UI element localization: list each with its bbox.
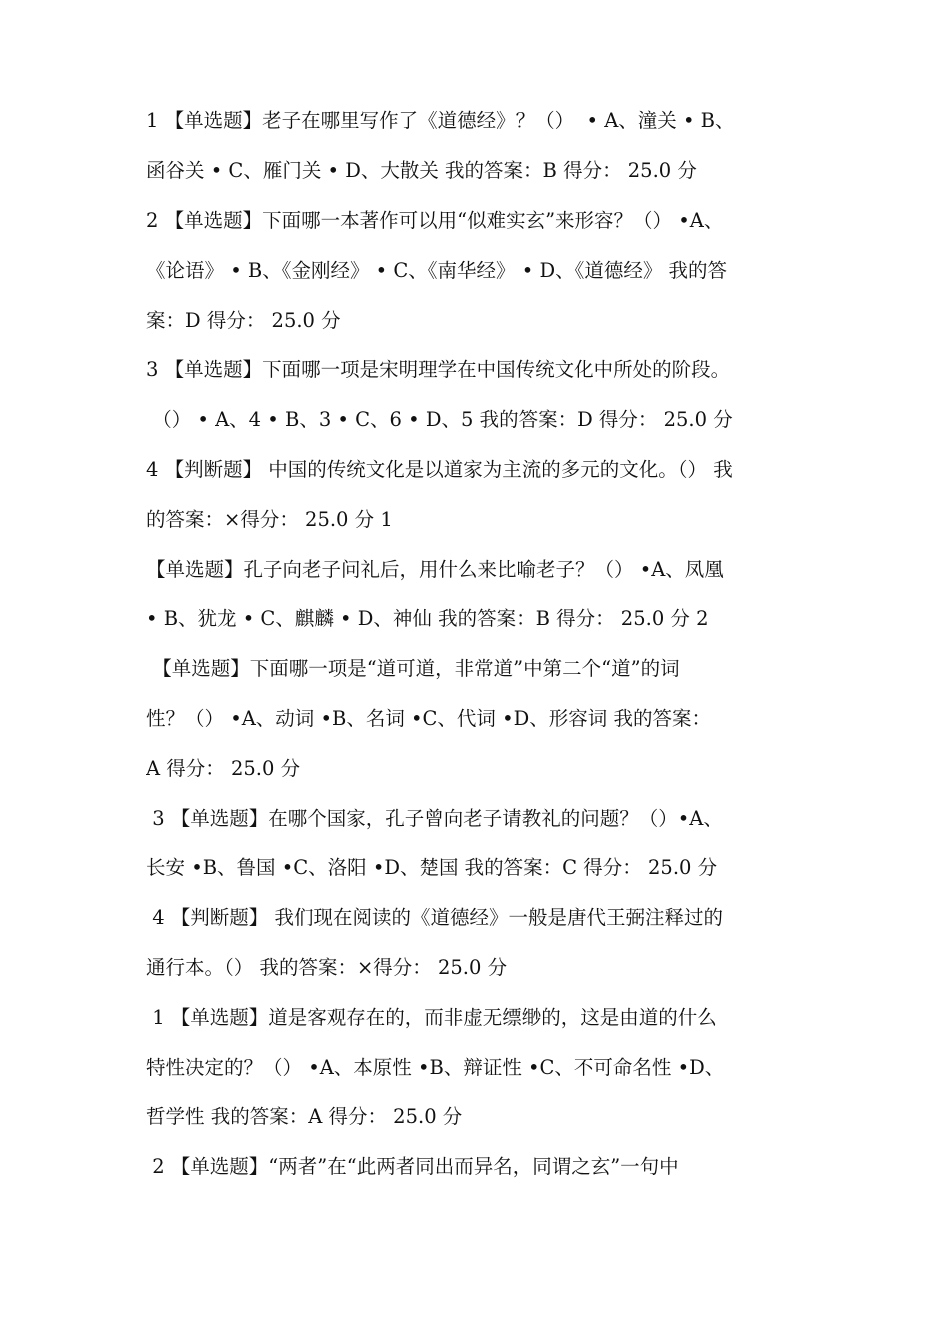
- text-line: 【单选题】孔子向老子问礼后，用什么来比喻老子？（） •A、凤凰: [146, 558, 724, 581]
- text-line: 特性决定的？（） •A、本原性 •B、辩证性 •C、不可命名性 •D、: [146, 1056, 725, 1079]
- text-line: 3 【单选题】下面哪一项是宋明理学在中国传统文化中所处的阶段。: [146, 358, 731, 381]
- text-line: 4 【判断题】 中国的传统文化是以道家为主流的多元的文化。（） 我: [146, 458, 733, 481]
- text-line: 4 【判断题】 我们现在阅读的《道德经》一般是唐代王弼注释过的: [146, 906, 724, 929]
- text-line: 性？（） •A、动词 •B、名词 •C、代词 •D、形容词 我的答案：: [146, 707, 711, 730]
- text-line: 长安 •B、鲁国 •C、洛阳 •D、楚国 我的答案：C 得分： 25.0 分: [146, 856, 718, 879]
- text-line: 1 【单选题】老子在哪里写作了《道德经》？（） • A、潼关 • B、: [146, 109, 735, 132]
- text-line: A 得分： 25.0 分: [146, 757, 301, 780]
- text-line: 2 【单选题】下面哪一本著作可以用“似难实玄”来形容？（） •A、: [146, 209, 724, 232]
- text-line: 《论语》 • B、《金刚经》 • C、《南华经》 • D、《道德经》 我的答: [146, 259, 728, 282]
- text-line: 案：D 得分： 25.0 分: [146, 309, 341, 332]
- text-line: 通行本。（） 我的答案：×得分： 25.0 分: [146, 956, 508, 979]
- text-line: 函谷关 • C、雁门关 • D、大散关 我的答案：B 得分： 25.0 分: [146, 159, 697, 182]
- text-line: 3 【单选题】在哪个国家，孔子曾向老子请教礼的问题？（）•A、: [146, 807, 723, 830]
- text-line: 1 【单选题】道是客观存在的，而非虚无缥缈的，这是由道的什么: [146, 1006, 717, 1029]
- text-line: 2 【单选题】“两者”在“此两者同出而异名，同谓之玄”一句中: [146, 1155, 679, 1178]
- text-line: 【单选题】下面哪一项是“道可道，非常道”中第二个“道”的词: [146, 657, 680, 680]
- text-line: 哲学性 我的答案：A 得分： 25.0 分: [146, 1105, 463, 1128]
- text-line: • B、犹龙 • C、麒麟 • D、神仙 我的答案：B 得分： 25.0 分 2: [146, 607, 709, 630]
- text-line: （） • A、4 • B、3 • C、6 • D、5 我的答案：D 得分： 25.0 分: [146, 408, 733, 431]
- text-line: 的答案：×得分： 25.0 分 1: [146, 508, 393, 531]
